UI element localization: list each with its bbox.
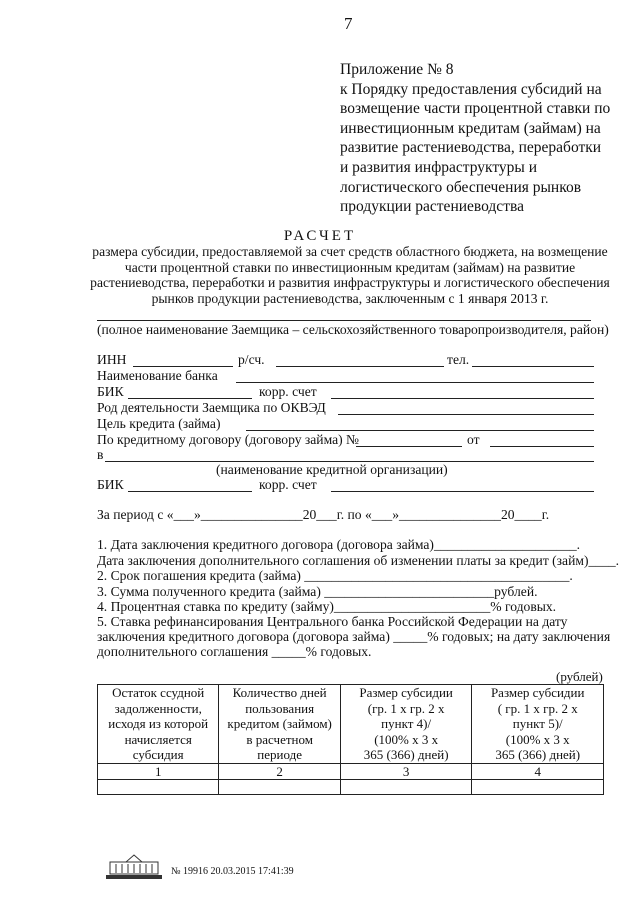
item-5-line2: заключения кредитного договора (договора займа) _____% годовых; на дату заключения	[97, 629, 611, 644]
account-label: р/сч.	[238, 352, 265, 367]
purpose-field[interactable]	[246, 430, 594, 431]
table-cell[interactable]	[219, 780, 340, 795]
phone-label: тел.	[447, 352, 470, 367]
table-cell[interactable]	[98, 780, 219, 795]
appendix-line: Приложение № 8	[340, 61, 454, 78]
header-cell-3: Размер субсидии (гр. 1 х гр. 2 х пункт 4)/ (100% х 3 х 365 (366) дней)	[340, 685, 472, 764]
inn-field[interactable]	[133, 366, 233, 367]
corr-account-field[interactable]	[331, 398, 594, 399]
header-cell-4: Размер субсидии ( гр. 1 х гр. 2 х пункт 5)/ (100% х 3 х 365 (366) дней)	[472, 685, 604, 764]
item-4: 4. Процентная ставка по кредиту (займу)_______________________% годовых.	[97, 599, 557, 614]
appendix-line: развитие растениеводства, переработки	[340, 139, 602, 157]
subsidy-table	[97, 684, 604, 795]
page-number: 7	[344, 14, 353, 33]
building-emblem-icon	[104, 852, 164, 880]
column-number: 2	[219, 763, 340, 780]
header-cell-1: Остаток ссудной задолженности, исходя из которой начисляется субсидия	[98, 685, 219, 764]
bank-name-field[interactable]	[236, 382, 594, 383]
bik2-field[interactable]	[128, 491, 252, 492]
header-cell-2: Количество дней пользования кредитом (займом) в расчетном периоде	[219, 685, 340, 764]
appendix-line: продукции растениеводства	[340, 198, 524, 216]
borrower-caption: (полное наименование Заемщика – сельскохозяйственного товаропроизводителя, район)	[97, 322, 609, 337]
from-label: от	[467, 432, 480, 447]
subtitle-line: части процентной ставки по инвестиционным кредитам (займам) на развитие	[124, 259, 576, 275]
table-number-row	[98, 763, 604, 780]
table-cell[interactable]	[340, 780, 472, 795]
subtitle-line: растениеводства, переработки и развития инфраструктуры и логистического обеспечения	[90, 275, 610, 291]
subtitle-line: размера субсидии, предоставляемой за счет средств областного бюджета, на возмещение	[92, 244, 608, 259]
account-field[interactable]	[276, 366, 444, 367]
item-3: 3. Сумма полученного кредита (займа) _________________________рублей.	[97, 584, 538, 599]
column-number: 3	[340, 763, 472, 780]
corr-account2-label: корр. счет	[259, 477, 317, 492]
corr-account-label: корр. счет	[259, 384, 317, 399]
document-title: РАСЧЕТ	[283, 228, 357, 244]
appendix-line: инвестиционным кредитам (займам) на	[340, 119, 601, 137]
activity-field[interactable]	[338, 414, 594, 415]
document-stamp-text: № 19916 20.03.2015 17:41:39	[171, 866, 294, 877]
purpose-label: Цель кредита (займа)	[97, 416, 221, 431]
appendix-line: и развития инфраструктуры и	[340, 158, 537, 176]
appendix-line: возмещение части процентной ставки по	[340, 100, 611, 118]
credit-org-caption: (наименование кредитной организации)	[216, 462, 448, 477]
bik-field[interactable]	[128, 398, 252, 399]
appendix-line: к Порядку предоставления субсидий на	[340, 80, 602, 98]
appendix-line: логистического обеспечения рынков	[340, 178, 582, 196]
activity-label: Род деятельности Заемщика по ОКВЭД	[97, 400, 326, 415]
contract-label: По кредитному договору (договору займа) №	[97, 432, 360, 447]
document-subtitle	[80, 244, 620, 306]
borrower-name-line[interactable]	[97, 320, 591, 321]
period-line[interactable]: За период с «___»_______________20___г. по «___»_______________20____г.	[97, 507, 550, 522]
bank-name-label: Наименование банка	[97, 368, 218, 383]
table-row	[98, 780, 604, 795]
in-label: в	[97, 447, 104, 462]
table-header-row	[98, 685, 604, 764]
inn-label: ИНН	[97, 352, 127, 367]
item-5-line3: дополнительного соглашения _____% годовых.	[97, 644, 372, 659]
contract-date-field[interactable]	[490, 446, 594, 447]
item-1: 1. Дата заключения кредитного договора (договора займа)_____________________.	[97, 537, 581, 552]
corr-account2-field[interactable]	[331, 491, 594, 492]
column-number: 1	[98, 763, 219, 780]
item-1-extra: Дата заключения дополнительного соглашения об изменении платы за кредит (займ)____.	[97, 553, 620, 568]
table-cell[interactable]	[472, 780, 604, 795]
bik2-label: БИК	[97, 477, 124, 492]
table-unit: (рублей)	[556, 669, 603, 684]
phone-field[interactable]	[472, 366, 594, 367]
item-5: 5. Ставка рефинансирования Центрального банка Российской Федерации на дату	[97, 614, 568, 629]
appendix-header	[340, 60, 610, 217]
item-2: 2. Срок погашения кредита (займа) _______________________________________.	[97, 568, 573, 583]
subtitle-line: рынков продукции растениеводства, заключенным с 1 января 2013 г.	[151, 290, 549, 306]
bik-label: БИК	[97, 384, 124, 399]
column-number: 4	[472, 763, 604, 780]
contract-number-field[interactable]	[356, 446, 462, 447]
